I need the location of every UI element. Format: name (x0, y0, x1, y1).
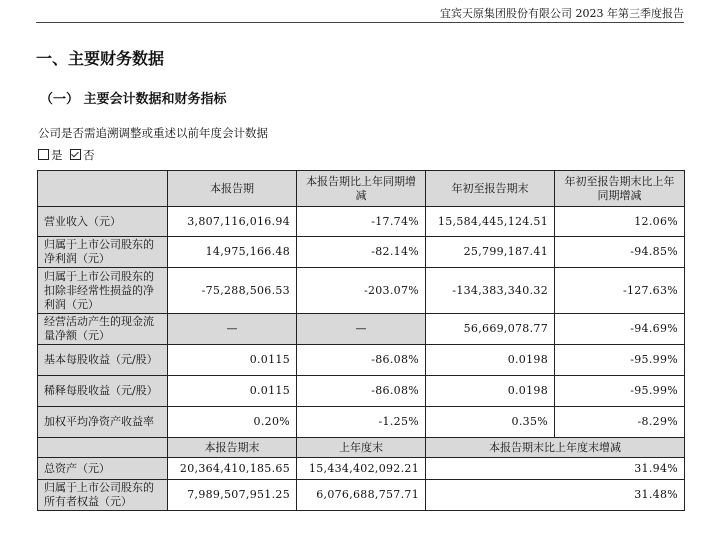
cell: 25,799,187.41 (426, 237, 555, 268)
cell: 31.48% (426, 480, 685, 511)
cell: 56,669,078.77 (426, 314, 555, 345)
row-label: 基本每股收益（元/股） (38, 345, 168, 376)
row-label: 归属于上市公司股东的净利润（元） (38, 237, 168, 268)
table-header-row-2 (38, 438, 685, 458)
table-row (38, 268, 685, 314)
cell: 0.20% (168, 407, 297, 438)
table-row (38, 480, 685, 511)
cell: 0.0198 (426, 376, 555, 407)
cell: -86.08% (297, 345, 426, 376)
row-label: 归属于上市公司股东的扣除非经常性损益的净利润（元） (38, 268, 168, 314)
restatement-choice (38, 147, 95, 163)
subsection-title: （一） 主要会计数据和财务指标 (40, 92, 227, 107)
cell: 0.0115 (168, 345, 297, 376)
cell: 31.94% (426, 458, 685, 480)
cell: 15,584,445,124.51 (426, 207, 555, 237)
header-cell (38, 438, 168, 458)
table-row (38, 314, 685, 345)
cell: 12.06% (555, 207, 685, 237)
cell: -203.07% (297, 268, 426, 314)
financial-data-table (37, 170, 685, 511)
cell: -1.25% (297, 407, 426, 438)
row-label: 营业收入（元） (38, 207, 168, 237)
header-cell: 本报告期比上年同期增减 (297, 171, 426, 207)
cell: -127.63% (555, 268, 685, 314)
header-cell: 年初至报告期末 (426, 171, 555, 207)
header-cell: 本报告期 (168, 171, 297, 207)
cell: 15,434,402,092.21 (297, 458, 426, 480)
no-label: 否 (83, 148, 95, 162)
table-header-row (38, 171, 685, 207)
page-header-title: 宜宾天原集团股份有限公司 2023 年第三季度报告 (440, 7, 684, 20)
yes-label: 是 (51, 148, 63, 162)
cell: 0.0115 (168, 376, 297, 407)
table-row (38, 345, 685, 376)
cell: -82.14% (297, 237, 426, 268)
cell: 0.0198 (426, 345, 555, 376)
table-row (38, 207, 685, 237)
header-cell: 本报告期末 (168, 438, 297, 458)
table-row (38, 376, 685, 407)
cell: -8.29% (555, 407, 685, 438)
row-label: 加权平均净资产收益率 (38, 407, 168, 438)
cell: -94.69% (555, 314, 685, 345)
restatement-question: 公司是否需追溯调整或重述以前年度会计数据 (38, 126, 268, 140)
cell: 14,975,166.48 (168, 237, 297, 268)
cell: -134,383,340.32 (426, 268, 555, 314)
cell: -17.74% (297, 207, 426, 237)
header-cell (38, 171, 168, 207)
row-label: 总资产（元） (38, 458, 168, 480)
table-row (38, 407, 685, 438)
yes-checkbox[interactable] (38, 149, 49, 160)
cell: -94.85% (555, 237, 685, 268)
row-label: 归属于上市公司股东的所有者权益（元） (38, 480, 168, 511)
cell: -75,288,506.53 (168, 268, 297, 314)
header-cell: 年初至报告期末比上年同期增减 (555, 171, 685, 207)
cell: 3,807,116,016.94 (168, 207, 297, 237)
header-cell: 上年度末 (297, 438, 426, 458)
row-label: 稀释每股收益（元/股） (38, 376, 168, 407)
cell: -86.08% (297, 376, 426, 407)
section-title: 一、主要财务数据 (36, 49, 165, 68)
no-checkbox-checked[interactable] (70, 149, 81, 160)
row-label: 经营活动产生的现金流量净额（元） (38, 314, 168, 345)
header-cell: 本报告期末比上年度末增减 (426, 438, 685, 458)
cell: 7,989,507,951.25 (168, 480, 297, 511)
cell: — (297, 314, 426, 345)
cell: -95.99% (555, 345, 685, 376)
cell: -95.99% (555, 376, 685, 407)
cell: — (168, 314, 297, 345)
cell: 6,076,688,757.71 (297, 480, 426, 511)
table-row (38, 237, 685, 268)
cell: 0.35% (426, 407, 555, 438)
table-row (38, 458, 685, 480)
cell: 20,364,410,185.65 (168, 458, 297, 480)
